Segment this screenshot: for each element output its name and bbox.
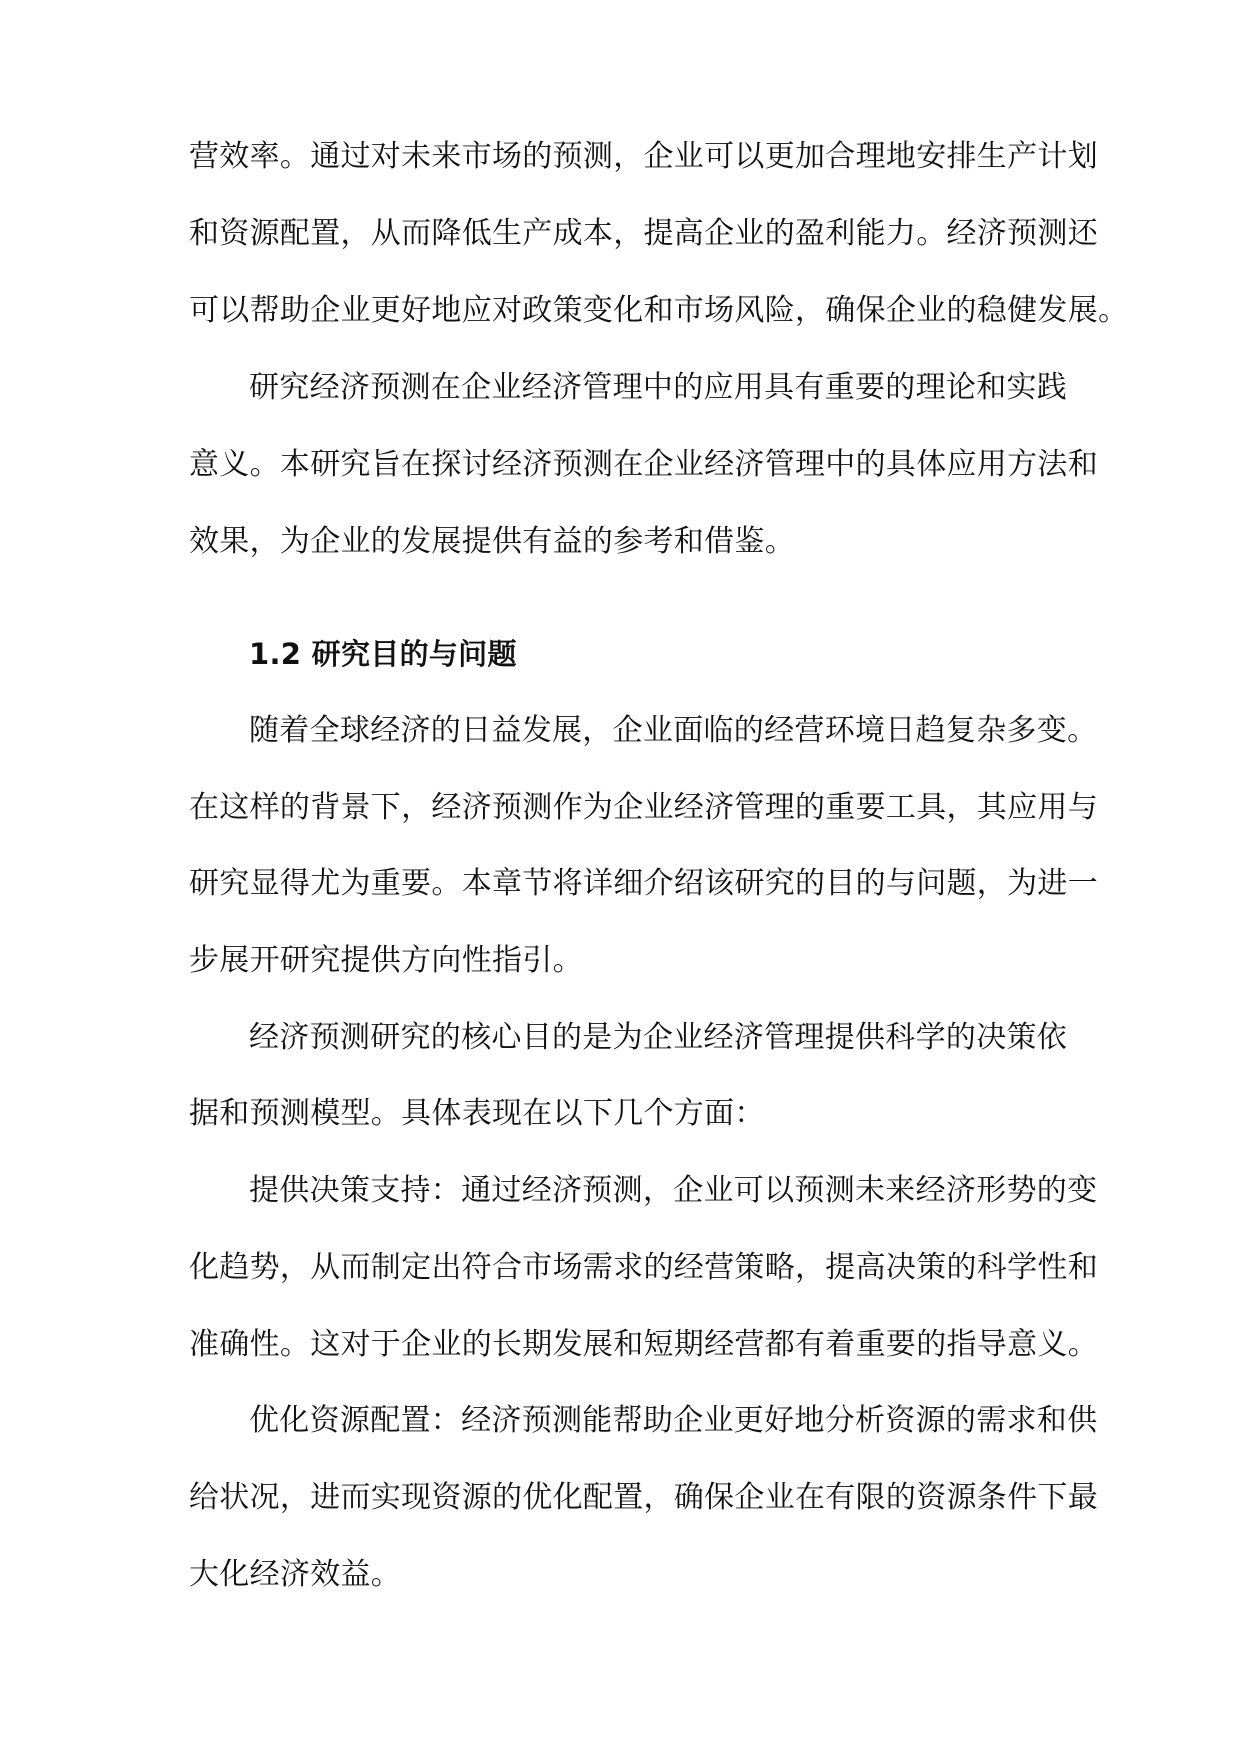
paragraph-line: 意义。本研究旨在探讨经济预测在企业经济管理中的具体应用方法和 <box>189 447 1098 482</box>
paragraph-line: 给状况，进而实现资源的优化配置，确保企业在有限的资源条件下最 <box>189 1480 1098 1515</box>
paragraph-line: 可以帮助企业更好地应对政策变化和市场风险，确保企业的稳健发展。 <box>189 293 1129 328</box>
paragraph-line: 和资源配置，从而降低生产成本，提高企业的盈利能力。经济预测还 <box>189 216 1098 251</box>
section-heading: 1.2 研究目的与问题 <box>249 637 517 671</box>
paragraph-line: 准确性。这对于企业的长期发展和短期经营都有着重要的指导意义。 <box>189 1327 1098 1362</box>
paragraph-line: 提供决策支持：通过经济预测，企业可以预测未来经济形势的变 <box>249 1173 1098 1208</box>
paragraph-line: 据和预测模型。具体表现在以下几个方面： <box>189 1096 765 1131</box>
paragraph-line: 研究经济预测在企业经济管理中的应用具有重要的理论和实践 <box>249 370 1068 405</box>
paragraph-line: 营效率。通过对未来市场的预测，企业可以更加合理地安排生产计划 <box>189 139 1098 174</box>
paragraph-line: 优化资源配置：经济预测能帮助企业更好地分析资源的需求和供 <box>249 1403 1098 1438</box>
paragraph-line: 经济预测研究的核心目的是为企业经济管理提供科学的决策依 <box>249 1020 1068 1055</box>
paragraph-line: 研究显得尤为重要。本章节将详细介绍该研究的目的与问题，为进一 <box>189 866 1098 901</box>
paragraph-line: 效果，为企业的发展提供有益的参考和借鉴。 <box>189 524 795 559</box>
paragraph-line: 步展开研究提供方向性指引。 <box>189 943 583 978</box>
paragraph-line: 化趋势，从而制定出符合市场需求的经营策略，提高决策的科学性和 <box>189 1250 1098 1285</box>
paragraph-line: 在这样的背景下，经济预测作为企业经济管理的重要工具，其应用与 <box>189 790 1098 825</box>
paragraph-line: 大化经济效益。 <box>189 1557 402 1592</box>
paragraph-line: 随着全球经济的日益发展，企业面临的经营环境日趋复杂多变。 <box>249 713 1098 748</box>
